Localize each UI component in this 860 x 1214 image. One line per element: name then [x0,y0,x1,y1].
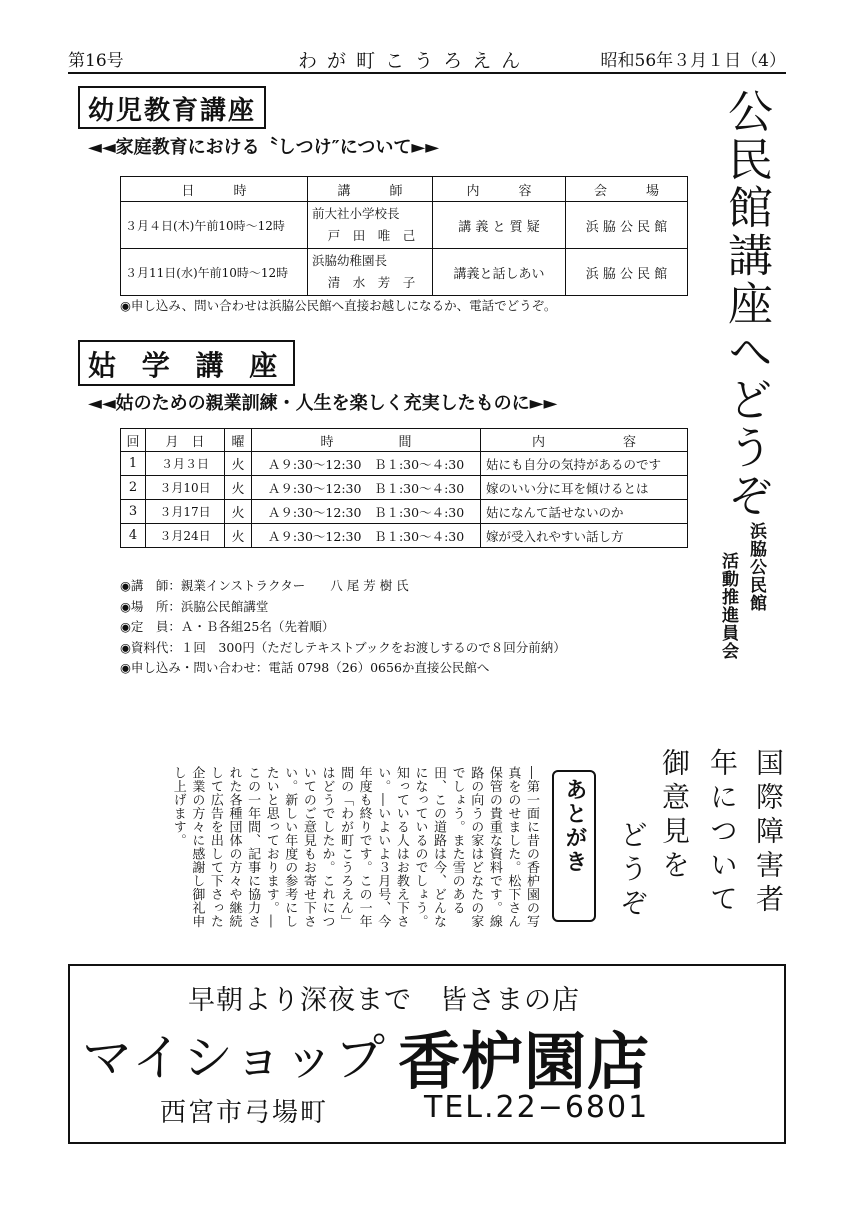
table-row: ３月４日(木)午前10時〜12時 前大社小学校長 戸 田 唯 己 講 義 と 質 疑 浜 脇 公 民 館 [121,202,688,249]
table-row: 2 ３月10日 火 Ａ９:30〜12:30 Ｂ１:30〜４:30 嫁のいい分に耳を傾けるとは [121,476,688,500]
shop-advertisement [68,964,786,1144]
note-capacity: ◉定 員：Ａ・Ｂ各組25名（先着順） [120,619,335,634]
org-name-1: 浜脇公民館 [746,522,766,612]
table-row: 4 ３月24日 火 Ａ９:30〜12:30 Ｂ１:30〜４:30 嫁が受入れやすい話し方 [121,524,688,548]
col-header: 日 時 [121,177,308,202]
mil-course-subtitle: ◄◄姑のための親業訓練・人生を楽しく充実したものに►► [88,393,558,414]
col-header: 時 間 [252,429,481,452]
issue-date: 昭和56年３月１日（4） [600,51,786,71]
newsletter-title: わ が 町 こ う ろ え ん [298,50,523,72]
note-lecturer: ◉講 師：親業インストラクター 八 尾 芳 樹 氏 [120,578,409,593]
mil-notes [120,576,566,679]
note-contact: ◉申し込み・問い合わせ：電話 0798（26）0656か直接公民館へ [120,660,490,675]
atogaki-box [552,770,596,922]
col-header: 曜 [225,429,252,452]
opinion-line-4: どうぞ [616,820,649,922]
col-header: 回 [121,429,146,452]
col-header: 月 日 [146,429,225,452]
col-header: 講 師 [308,177,433,202]
atogaki-body: ―第一面に昔の香枦園の写真をのせました。松下さん保管の貴重な資料です。線路の向うの家はどなたの家でしょう。また雪のある田、この道路は今、どんなになっているのでしょう。知っている人はお教え下さい。―いよいよ３月号、今年度も終りです。この一年間の「わが町こうろえん」はどうでしたか。これについてのご意見もお寄せ下さい。新しい年度の参考にしたいと思っております。―この一年間、記事に協力された各種団体の方々や継続して広告を出して下さった企業の方々に感謝し御礼申し上げます。 [170,766,539,928]
infant-schedule-table [120,176,688,296]
infant-course-title: 幼児教育講座 [78,86,266,129]
atogaki-title: あとがき [562,778,587,874]
table-row: ３月11日(水)午前10時〜12時 浜脇幼稚園長 清 水 芳 子 講義と話しあい 浜 脇 公 民 館 [121,249,688,296]
kominkan-headline: 公民館講座へどうぞ [720,88,773,520]
issue-number: 第16号 [68,51,124,71]
col-header: 内 容 [481,429,688,452]
mil-course-title: 姑 学 講 座 [78,340,295,386]
page-header [68,44,786,74]
col-header: 内 容 [433,177,566,202]
table-row: 3 ３月17日 火 Ａ９:30〜12:30 Ｂ１:30〜４:30 姑になんて話せないのか [121,500,688,524]
mil-schedule-table [120,428,688,548]
org-name-2: 活動推進員会 [718,552,738,660]
infant-note: ◉申し込み、問い合わせは浜脇公民館へ直接お越しになるか、電話でどうぞ。 [120,298,557,313]
table-row: 1 ３月３日 火 Ａ９:30〜12:30 Ｂ１:30〜４:30 姑にも自分の気持があるのです [121,452,688,476]
ad-tagline: 早朝より深夜まで 皆さまの店 [188,985,580,1016]
ad-shop-kana: マイショップ [82,1029,386,1087]
opinion-line-2: 年について [706,748,739,918]
note-fee: ◉資料代：１回 300円（ただしテキストブックをお渡しするので８回分前納） [120,639,566,655]
note-place: ◉場 所：浜脇公民館講堂 [120,598,269,614]
opinion-line-3: 御意見を [658,748,691,884]
infant-course-subtitle: ◄◄家庭教育における〝しつけ″について►► [88,137,440,158]
ad-shop-kanji: 香枦園店 [398,1025,651,1098]
ad-telephone: TEL.22−6801 [424,1090,650,1125]
opinion-line-1: 国際障害者 [752,748,785,918]
col-header: 会 場 [566,177,688,202]
ad-address: 西宮市弓場町 [160,1098,329,1128]
